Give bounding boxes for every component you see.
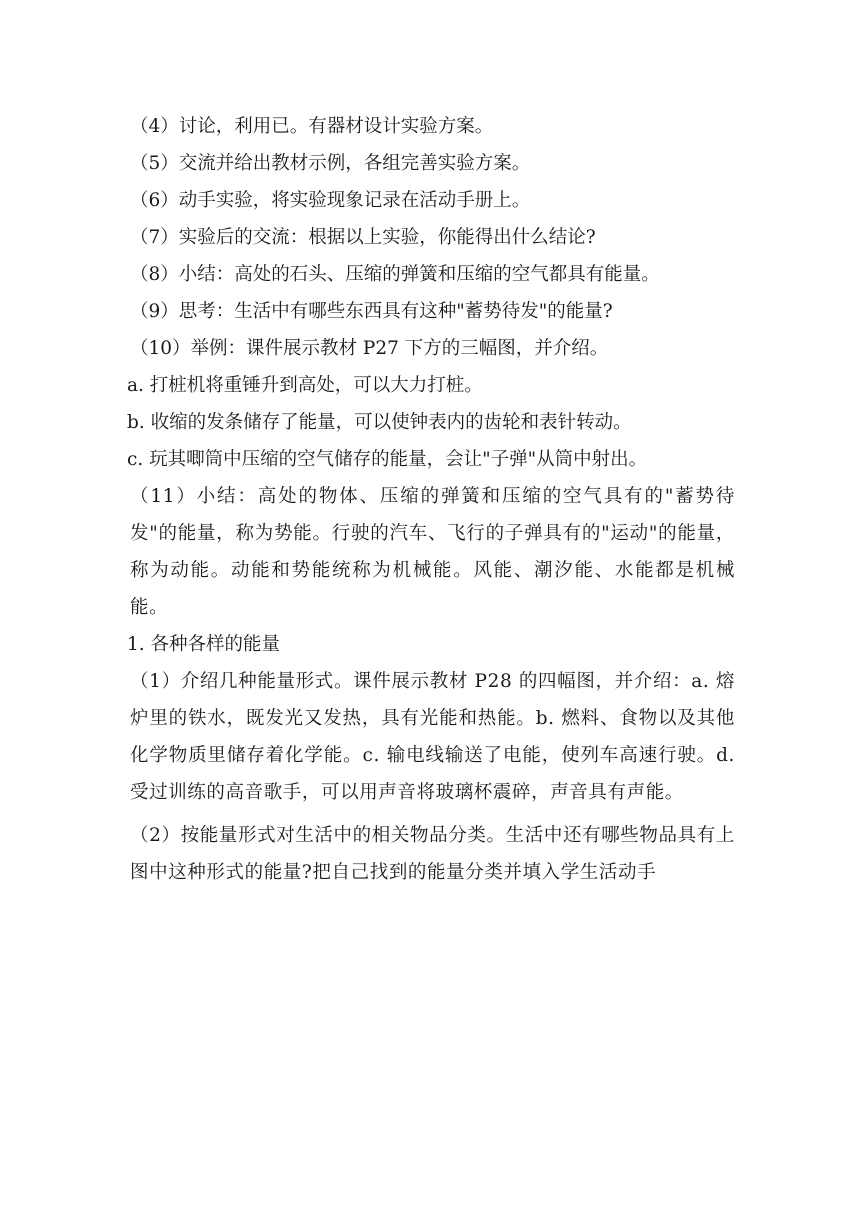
document-body: [127, 108, 735, 891]
example-a-line: a. 打桩机将重锤升到高处，可以大力打桩。: [127, 375, 483, 396]
step-7-line: （7）实验后的交流：根据以上实验，你能得出什么结论?: [130, 227, 596, 248]
example-c-line: c. 玩其唧筒中压缩的空气储存的能量，会让"子弹"从筒中射出。: [127, 449, 648, 470]
example-b-line: b. 收缩的发条储存了能量，可以使钟表内的齿轮和表针转动。: [127, 412, 632, 433]
classification-paragraph: （2）按能量形式对生活中的相关物品分类。生活中还有哪些物品具有上图中这种形式的能量?把自己找到的能量分类并填入学生活动手: [130, 825, 735, 883]
section-heading: 1. 各种各样的能量: [127, 634, 281, 655]
step-8-line: （8）小结：高处的石头、压缩的弹簧和压缩的空气都具有能量。: [130, 264, 660, 285]
step-6-line: （6）动手实验，将实验现象记录在活动手册上。: [130, 190, 531, 211]
energy-forms-paragraph: （1）介绍几种能量形式。课件展示教材 P28 的四幅图，并介绍：a. 熔炉里的铁水，既发光又发热，具有光能和热能。b. 燃料、食物以及其他化学物质里储存着化学能。c. 输电线输送了电能，使列车高速行驶。d. 受过训练的高音歌手，可以用声音将玻璃杯震碎，声音具有声能。: [130, 671, 735, 803]
summary-11-paragraph: （11）小结：高处的物体、压缩的弹簧和压缩的空气具有的"蓄势待发"的能量，称为势能。行驶的汽车、飞行的子弹具有的"运动"的能量，称为动能。动能和势能统称为机械能。风能、潮汐能、水能都是机械能。: [130, 486, 735, 618]
step-5-line: （5）交流并给出教材示例，各组完善实验方案。: [130, 153, 531, 174]
step-9-line: （9）思考：生活中有哪些东西具有这种"蓄势待发"的能量?: [130, 301, 613, 322]
step-4-line: （4）讨论，利用已。有器材设计实验方案。: [130, 116, 494, 137]
step-10-line: （10）举例：课件展示教材 P27 下方的三幅图，并介绍。: [130, 338, 609, 359]
